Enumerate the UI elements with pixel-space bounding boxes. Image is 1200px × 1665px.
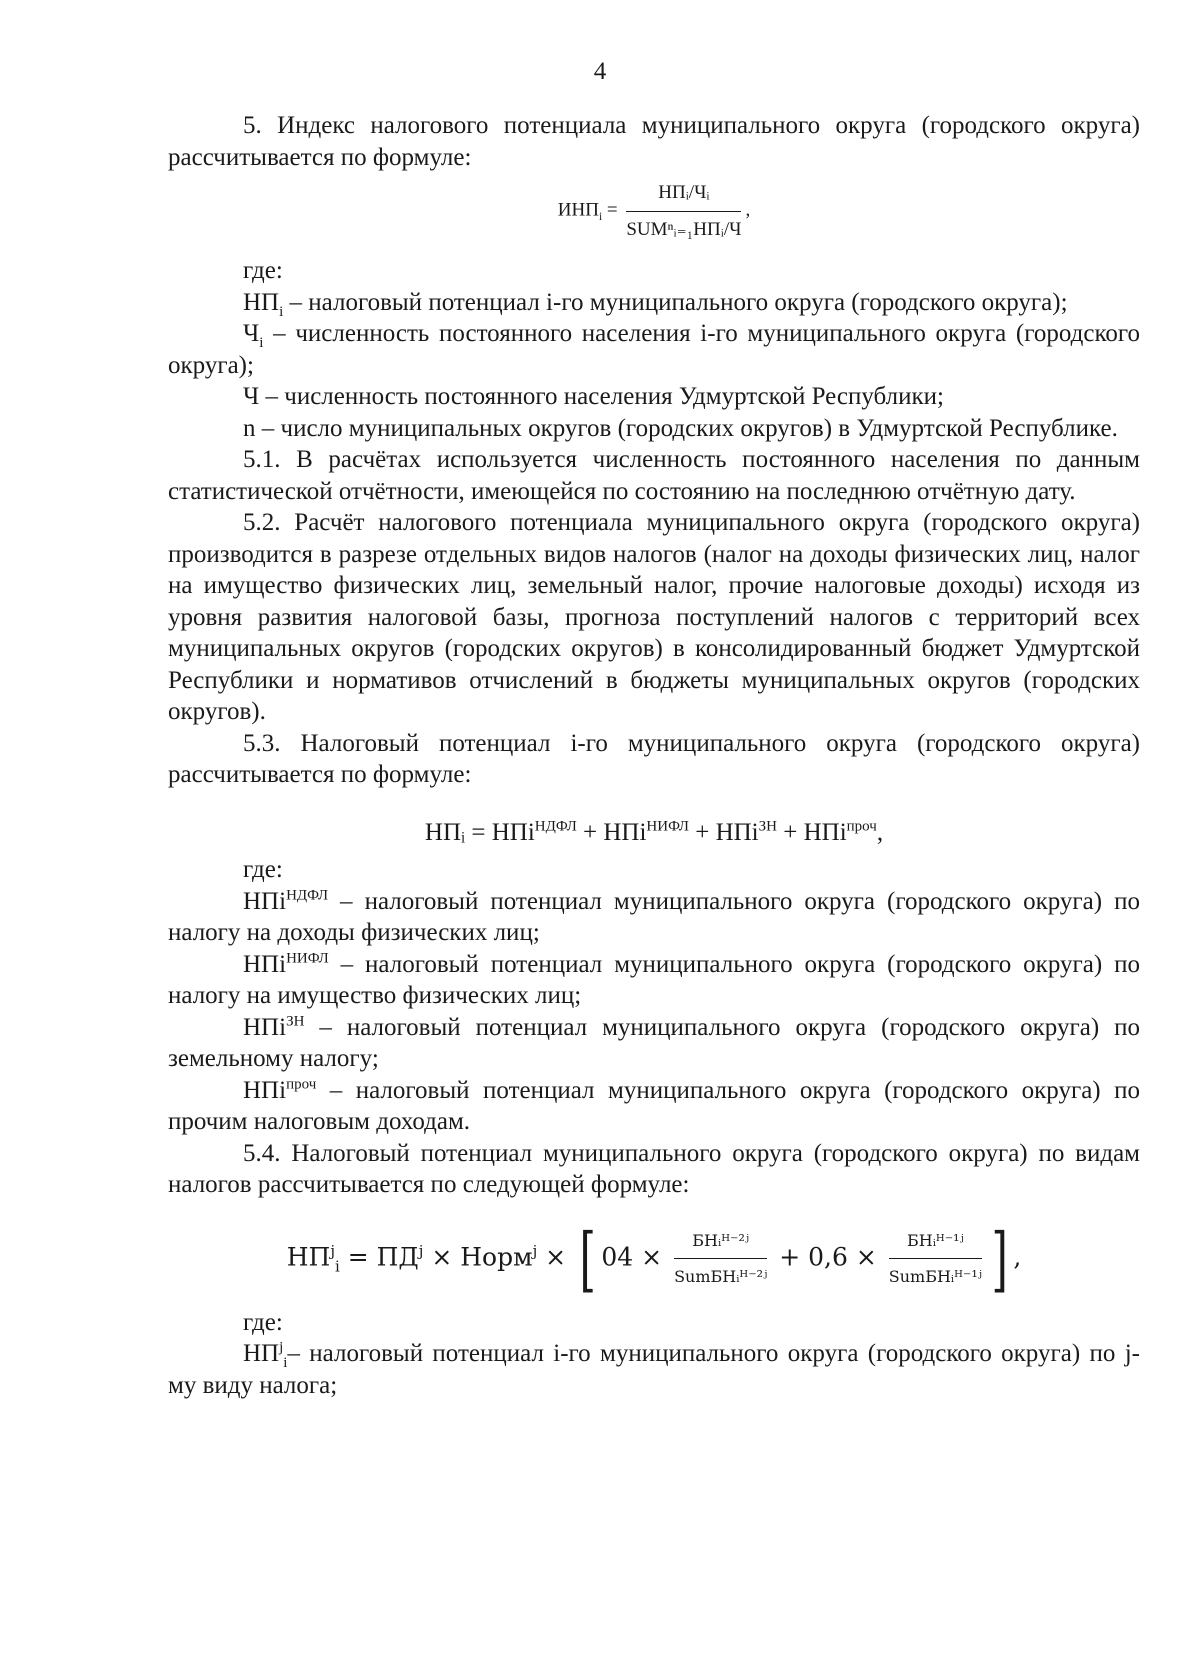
formula-inp-lhs-sub: i	[598, 211, 603, 224]
definition-term: НПi$^{НИФЛ}$	[243, 950, 329, 978]
definition-np-proch: НПi$^{проч}$ – налоговый потенциал муниципального округа (городского округа) по прочим налоговым доходам.	[168, 1076, 1140, 1135]
formula-bracket-close: ]	[991, 1217, 1008, 1300]
section-5-where: где:	[243, 257, 283, 284]
definition-np-i: $НП_i$ – налоговый потенциал i-го муниципального округа (городского округа);	[243, 288, 1068, 320]
definition-term: НПi$^{проч}$	[243, 1076, 317, 1104]
section-5-3-intro: 5.3. Налоговый потенциал i-го муниципального округа (городского округа) рассчитывается по формуле:	[168, 729, 1140, 788]
formula-inp-denominator: SUMⁿᵢ₌₁НПᵢ/Ч	[626, 218, 742, 240]
definition-term: НПi$^{НДФЛ}$	[243, 887, 329, 915]
definition-term: $Ч_i$	[243, 320, 264, 351]
definition-term: НПi$^{ЗН}$	[243, 1013, 305, 1041]
definition-n: n – число муниципальных округов (городских округов) в Удмуртской Республике.	[243, 414, 1118, 442]
formula-np-sum: НПᵢ = НПi$^{НДФЛ}$ + НПi$^{НИФЛ}$ + НПi$^{ЗН}$ + НПi$^{проч}$,	[424, 818, 884, 846]
formula-fraction-2: $\frac{\text{БНᵢᴴ⁻¹ʲ}}{\text{SumБНᵢᴴ⁻¹ʲ}}$	[889, 1225, 982, 1293]
section-5-4-where: где:	[243, 1308, 283, 1336]
page-number: 4	[593, 58, 607, 85]
formula-bracket-open: [	[579, 1217, 596, 1300]
definition-term: n	[243, 414, 256, 442]
formula-inp-tail: ,	[745, 199, 751, 221]
section-5-3-where: где:	[243, 856, 283, 883]
section-5-intro: 5. Индекс налогового потенциала муниципального округа (городского округа) рассчитывается по формуле:	[168, 112, 1140, 171]
formula-inp-fraction	[626, 177, 741, 245]
formula-inp	[168, 177, 1140, 245]
definition-np-ndfl: НПi$^{НДФЛ}$ – налоговый потенциал муниципального округа (городского округа) по налогу на доходы физических лиц;	[168, 887, 1140, 946]
definition-ch-i: $Ч_i$ – численность постоянного населения i-го муниципального округа (городского округа);	[168, 320, 1140, 379]
definition-term: $НП_i$	[243, 288, 284, 320]
definition-np-zn: НПi$^{ЗН}$ – налоговый потенциал муниципального округа (городского округа) по земельному налогу;	[168, 1013, 1140, 1072]
formula-inp-lhs: ИНП	[557, 199, 599, 221]
definition-ch: Ч – численность постоянного населения Удмуртской Республики;	[243, 383, 944, 410]
section-5-4-intro: 5.4. Налоговый потенциал муниципального округа (городского округа) по видам налогов рассчитывается по следующей формуле:	[168, 1139, 1140, 1198]
definition-term: $НП^j_i$	[243, 1339, 288, 1371]
formula-np-j: $НП^j_i = ПД^j$ × Норм$^j$ × [ 04 × $\frac{\text{БНᵢᴴ⁻²ʲ}}{\text{SumБНᵢᴴ⁻²ʲ}}$ + 0,6 × $\frac{\text{БНᵢᴴ⁻¹ʲ}}{\text{SumБНᵢᴴ⁻¹ʲ}}$ ] ,	[286, 1217, 1022, 1300]
formula-inp-eq: =	[606, 199, 618, 221]
definition-np-j: $НП^j_i-$ налоговый потенциал i-го муниципального округа (городского округа) по j-му виду налога;	[168, 1339, 1140, 1399]
definition-np-nifl: НПi$^{НИФЛ}$ – налоговый потенциал муниципального округа (городского округа) по налогу на имущество физических лиц;	[168, 950, 1140, 1009]
section-5-2: 5.2. Расчёт налогового потенциала муниципального округа (городского округа) производится в разрезе отдельных видов налогов (налог на доходы физических лиц, налог на имущество физических лиц, земельный налог, прочие налоговые доходы) исходя из уровня развития налоговой базы, прогноза поступлений налогов с территорий всех муниципальных округов (городских округов) в консолидированный бюджет Удмуртской Республики и нормативов отчислений в бюджеты муниципальных округов (городских округов).	[168, 509, 1140, 725]
section-5-1: 5.1. В расчётах используется численность постоянного населения по данным статистической отчётности, имеющейся по состоянию на последнюю отчётную дату.	[168, 446, 1140, 505]
document-body	[168, 110, 1140, 1401]
formula-inp-numerator: НПᵢ/Чᵢ	[626, 177, 741, 212]
definition-term: Ч	[243, 383, 260, 410]
formula-fraction-1: $\frac{\text{БНᵢᴴ⁻²ʲ}}{\text{SumБНᵢᴴ⁻²ʲ}}$	[674, 1225, 767, 1293]
